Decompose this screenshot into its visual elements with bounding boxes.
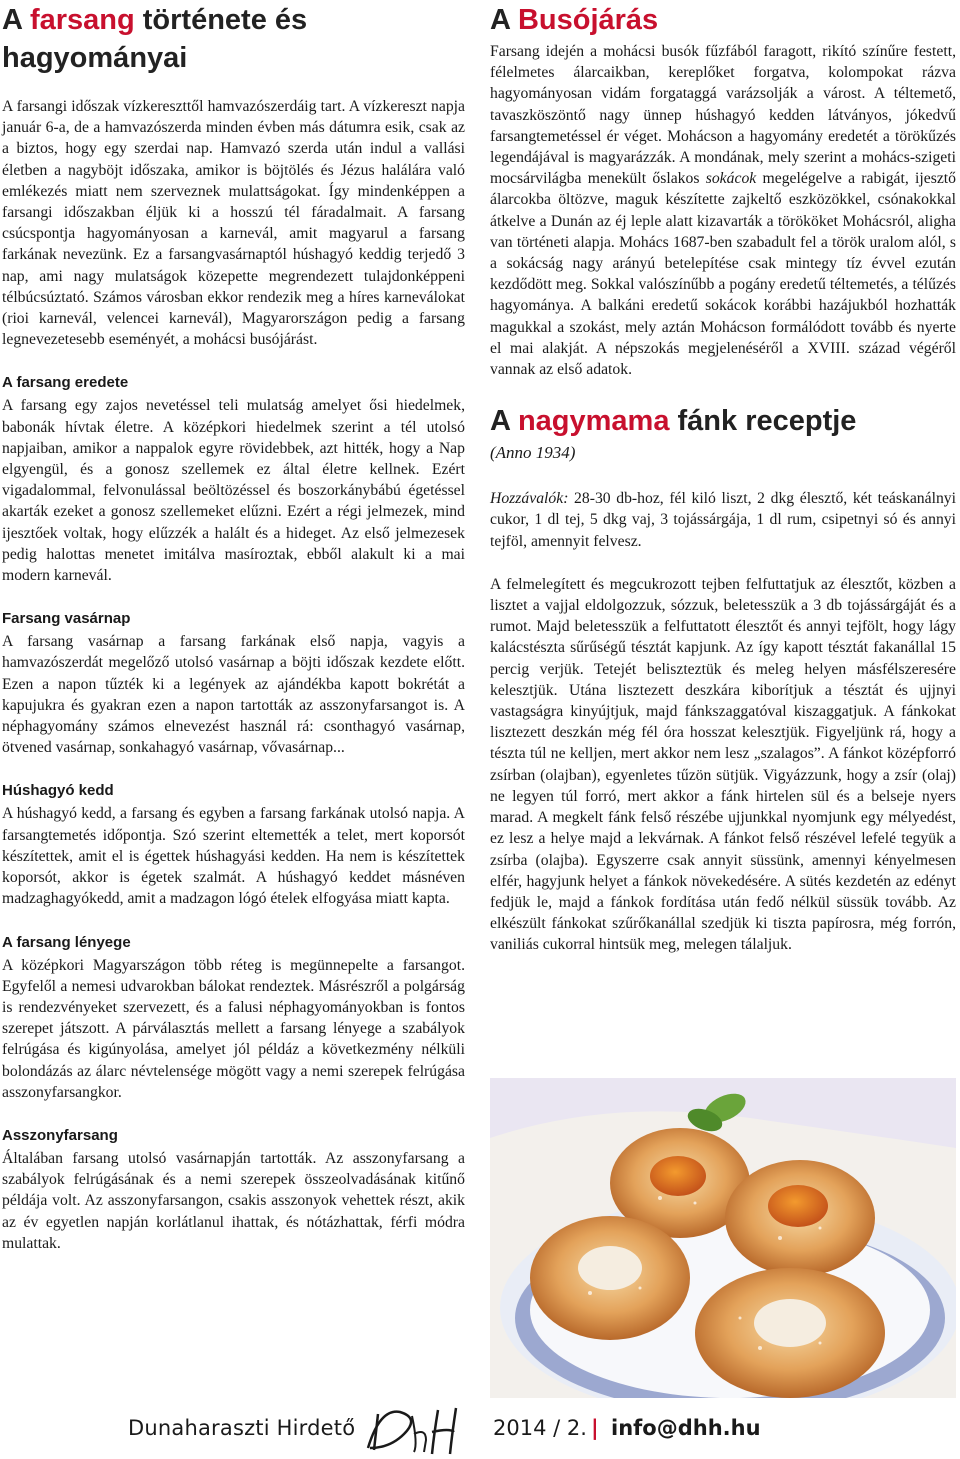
section-vasarnap [2,609,465,758]
ingredients-paragraph: Hozzávalók: 28-30 db-hoz, fél kiló liszt, 2 dkg élesztő, két teáskanálnyi cukor, 1 dl tej, 5 dkg vaj, 3 tojássárgája, 1 dl rum, csipetnyi só és annyi tejföl, amennyit felvesz. [490,490,956,550]
right-column [490,0,956,956]
busojaras-title: A Busójárás [490,4,659,36]
section-text: A farsang vasárnap a farsang farkának első napja, vagyis a hamvazószerdát megelőző utolsó vasárnap a böjti időszak kezdete előtt. Ezen a napon tűzték ki a legények az ajándékba kapott bokrétát a kapujukra és gyakran ezen a napon tartották az asszonyfarsangot is. A néphagyomány számos elnevezést használ rá: csonthagyó vasárnap, ötvened vasárnap, sonkahagyó vasárnap, vővasárnap... [2,633,465,757]
section-heading: Húshagyó kedd [2,782,114,800]
section-text: A farsang egy zajos nevetéssel teli mulatság amelyet ősi hiedelmek, babonák hívtak életre. A középkori hiedelmek szerint a tél utolsó napjaiban, amikor a nappalok egyre rövidebbek, azt hitték, hogy a Nap elgyengül, és a gonosz szellemek ez által életre kellnek. Ezért vigadalommal, felvonulással beöltözéssel és boszorkánybábú égetéssel akarták ezeket a gonosz szellemeket elűzni. Ezért a régi jelmezek, mind ijesztőek voltak, hogy elűzzék a halált és a hideget. Az első jelmezesek pedig halottas menetet imitálva masíroztak, ebből alakult ki a mai modern karnevál. [2,397,465,585]
section-hushagyo [2,781,465,909]
recipe-steps: A felmelegített és megcukrozott tejben felfuttatjuk az élesztőt, közben a lisztet a vajjal eldolgozzuk, sózzuk, beletesszük a 3 db tojássárgáját és a rumot. Majd beletesszük a felfuttatott élesztőt és annyi tejfölt, hogy lágy kalácstészta sűrűségű tésztát kapjunk. Az így kapott tésztát fakanállal 15 percig verjük. Tetejét beliszteztük és meleg helyen másfélszeresére kelesztjük. Utána lisztezett deszkára kiborítjuk a tésztát és ujjnyi vastagságra kinyújtjuk, majd fánkszaggatóval kiszaggatjuk. A fánkokat lisztezett deszkán még fél óra hosszat kelesztjük. Figyeljünk rá, hogy a tészta túl ne kelljen, mert akkor nem lesz „szalagos”. A fánkot középforró zsírban (olajban), egyenletes tűzön sütjük. Vigyázzunk, hogy a zsír (olaj) ne legyen túl forró, mert akkor a fánk hirtelen sül és a belseje nyers marad. A megkelt fánk felső részébe ujjunkkal nyomjunk egy mélyedést, ez lesz a helye majd a lekvárnak. A fánkot felső részével lefelé tegyük a zsírba (olajba). Egyszerre csak annyit süssünk, amennyi kényelmesen elfér, hagyjunk helyet a fánkok növekedésére. A sütés kezdetén az edényt fedjük le, majd a fánkok fordítása után fedő nélkül süssük tovább. Az elkészült fánkokat szűrőkanállal szedjük ki tiszta papírosra, még forrón, vaniliás cukorral hintsük meg, melegen tálaljuk. [490,575,956,954]
section-heading: Asszonyfarsang [2,1126,118,1144]
footer [0,1400,960,1459]
section-eredete [2,373,465,586]
publication-name: Dunaharaszti Hirdető [128,1416,356,1440]
section-heading: A farsang eredete [2,374,129,392]
busojaras-paragraph: Farsang idején a mohácsi busók fűzfából faragott, rikító színűre festett, félelmetes álarcaikban, kereplőket forgatva, kolompokat rázva hagyományosan vidám forgataggá varázsolják a várost. A téltemető, tavaszköszöntő nagy ünnep húshagyó kedden látványos, jókedvű farsangtemetéssel ér véget. Mohácson a hagyomány eredetét a törökűzés legendájával is magyarázzák. A mondának, mely szerint a mohács-szigeti mocsárvilágba menekült őslakos sokácok megelégelve a rabigát, ijesztő álarcokba öltözve, maguk készítette zajkeltő eszközökkel, csónakokkal átkelve a Dunán az éj leple alatt kizavarták a törököket Mohácsról, aligha van történeti alapja. Mohács 1687-ben szabadult fel a török uralom alól, s a sokácság nagy arányú betelepítése csak mintegy tíz évvel ezután kezdődött meg. Sokkal valószínűbb a pogány eredetű téltemetés, a télűzés hagyománya. A balkáni eredetű sokácok korábbi hazájukból hozhatták magukkal a szokást, mely aztán Mohácson formálódott tovább és nyerte el mai alakját. A népszokás megjelenéséről a XVIII. század végéről vannak az első adatok. [490,43,956,379]
farsang-article-title: A farsang története és hagyományai [2,4,308,74]
issue-number: 2014 / 2. [493,1416,587,1440]
donut-photo [490,1078,956,1398]
left-column [2,0,465,1254]
section-lenyege [2,933,465,1103]
intro-paragraph: A farsangi időszak vízkereszttől hamvazószerdáig tart. A vízkereszt napja január 6-a, de a hamvazószerda minden évben más dátumra esik, csak az a biztos, hogy egy szerdai nap. Hamvazó szerda után indul a vallási életben a nagyböjt időszaka, amikor is böjtölés és Jézus halálára való emlékezés miatt nem szerveznek mulattságokat. Így mindenképpen a farsangi időszakban éljük ki a hosszú tél fáradalmait. A farsang csúcspontja hagyományosan a karnevál, amit magyarul a farsang farkának nevezünk. Ez a farsangvasárnaptól húshagyó keddig terjedő 3 nap, ami nagy mulatságok közepette megrendezett tulajdonképpeni télbúcsúztató. Számos városban ekkor rendezik meg a híres karneválokat (rioi karnevál, velencei karnevál), Magyarországon pedig a farsang legnevezetesebb eseményét, a mohácsi busójárást. [2,98,465,349]
donut-3 [530,1216,690,1340]
contact-email: info@dhh.hu [611,1416,761,1440]
recipe-subtitle: (Anno 1934) [490,443,576,463]
section-text: A középkori Magyarszágon több réteg is megünnepelte a farsangot. Egyfelől a nemesi udvarokban bálokat rendeztek. Másrészről a polgárság is rendezvényeket szervezett, és a falusi néphagyományokban is fontos szerepet játszott. A párválasztás mellett a farsang lényege a szabályok felrúgása és kigúnyolása, amelyet jól példáz a következmény nélküli bolondázás az álarc névtelensége mögött vagy a nemi szerepek felrúgása asszonyfarsangkor. [2,956,465,1101]
title-highlight: Busójárás [517,4,659,36]
section-asszonyfarsang [2,1126,465,1254]
section-text: A húshagyó kedd, a farsang és egyben a farsang farkának utolsó napja. A farsangtemetés időpontja. Szó szerint eltemették a telet, mert koporsót készítettek, amit el is égettek húshagyási kedden. Ha nem is készítettek koporsót, akkor is égetek szalmát. A húshagyó keddet másnéven madzaghagyókedd, amit a madzagon lógó ételek elfogyása miatt kapta. [2,805,465,908]
title-highlight: nagymama [517,405,670,438]
footer-separator: | [591,1416,599,1440]
donut-4 [695,1268,885,1398]
section-heading: A farsang lényege [2,933,131,951]
donut-2 [725,1160,875,1276]
ingredients-label: Hozzávalók: [490,490,569,508]
section-text: Általában farsang utolsó vasárnapján tartották. Az asszonyfarsang a szabályok felrúgásának és a nemi szerepek összeolvadásának kitűnő példája volt. Az asszonyfarsangon, csakis asszonyok vehettek részt, akik az év egyetlen napján korlátlanul ihattak, és nótázhattak, férfi módra mulattak. [2,1149,465,1252]
recipe-title: A nagymama fánk receptje [490,405,857,438]
dhh-logo-icon [360,1404,470,1456]
section-heading: Farsang vasárnap [2,610,131,628]
italic-word: sokácok [705,170,757,188]
title-highlight: farsang [29,4,135,36]
